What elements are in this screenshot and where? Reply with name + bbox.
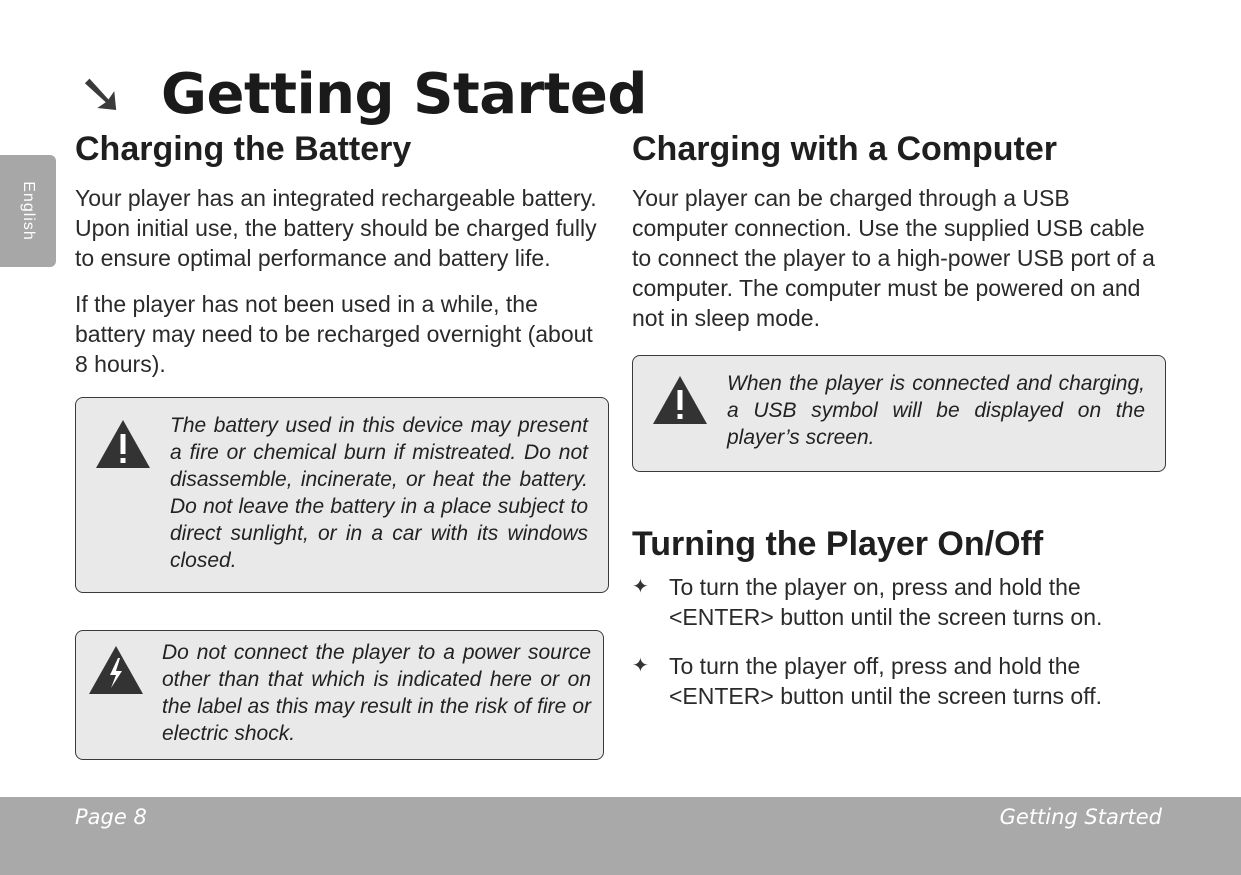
section-heading-charging-battery: Charging the Battery bbox=[75, 130, 412, 168]
warning-icon bbox=[651, 374, 709, 426]
power-warning-box bbox=[75, 630, 604, 760]
paragraph: If the player has not been used in a while, the battery may need to be recharged overnight (about 8 hours). bbox=[75, 291, 593, 377]
left-column bbox=[75, 130, 609, 760]
power-instructions-list bbox=[632, 572, 1166, 711]
electric-shock-warning-icon bbox=[87, 644, 145, 696]
list-item bbox=[632, 572, 1166, 632]
star-bullet-icon: ✦ bbox=[632, 655, 649, 677]
warning-icon bbox=[94, 418, 152, 470]
star-bullet-icon: ✦ bbox=[632, 576, 649, 598]
page-title bbox=[78, 62, 647, 127]
arrow-icon: ➘ bbox=[78, 62, 125, 127]
battery-warning-box bbox=[75, 397, 609, 593]
power-warning-text: Do not connect the player to a power source other than that which is indicated here or on the label as this may result in the risk of fire or electric shock. bbox=[162, 641, 591, 745]
list-item bbox=[632, 651, 1166, 711]
page-footer bbox=[0, 797, 1241, 875]
language-tab bbox=[0, 155, 56, 267]
battery-warning-text: The battery used in this device may present a fire or chemical burn if mistreated. Do not disassemble, incinerate, or heat the battery. Do not leave the battery in a place subject to direct sunlight, or in a car with its windows closed. bbox=[170, 414, 588, 572]
list-item-text: To turn the player on, press and hold the <ENTER> button until the screen turns on. bbox=[669, 574, 1103, 630]
paragraph: Your player has an integrated rechargeable battery. Upon initial use, the battery should be charged fully to ensure optimal performance and battery life. bbox=[75, 185, 597, 271]
section-heading-turning-on-off: Turning the Player On/Off bbox=[632, 525, 1044, 563]
footer-section-title: Getting Started bbox=[999, 805, 1162, 829]
right-column bbox=[632, 130, 1166, 730]
usb-note-box bbox=[632, 355, 1166, 472]
page-number: Page 8 bbox=[75, 805, 147, 829]
paragraph: Your player can be charged through a USB computer connection. Use the supplied USB cable to connect the player to a high-power USB port of a computer. The computer must be powered on and not in sleep mode. bbox=[632, 185, 1155, 331]
section-heading-charging-computer: Charging with a Computer bbox=[632, 130, 1057, 168]
usb-note-text: When the player is connected and charging, a USB symbol will be displayed on the player’s screen. bbox=[727, 372, 1145, 449]
page-title-text: Getting Started bbox=[161, 62, 647, 127]
language-tab-label: English bbox=[20, 181, 37, 241]
list-item-text: To turn the player off, press and hold the <ENTER> button until the screen turns off. bbox=[669, 653, 1102, 709]
